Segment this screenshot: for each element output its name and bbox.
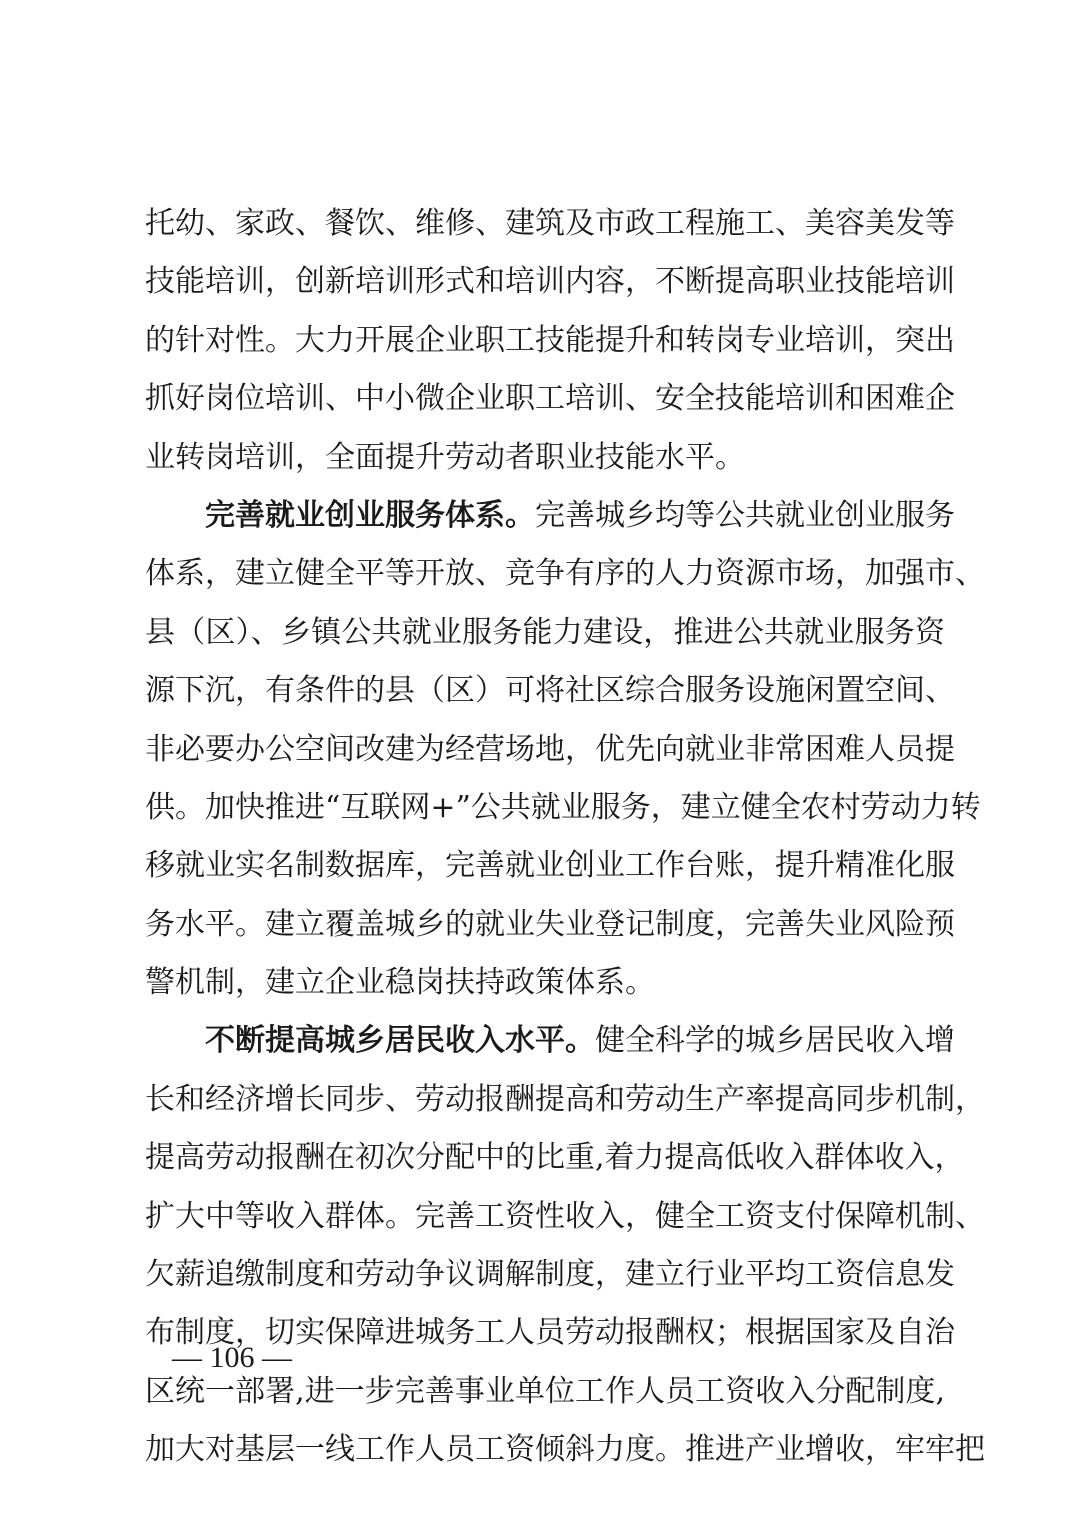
text-line: 源下沉，有条件的县（区）可将社区综合服务设施闲置空间、 bbox=[145, 673, 955, 709]
text-line: 警机制，建立企业稳岗扶持政策体系。 bbox=[145, 965, 655, 1001]
text-line: 托幼、家政、餐饮、维修、建筑及市政工程施工、美容美发等 bbox=[145, 206, 955, 241]
text-line: 长和经济增长同步、劳动报酬提高和劳动生产率提高同步机制， bbox=[145, 1081, 985, 1117]
body-text bbox=[145, 195, 985, 1480]
text-line: 县（区）、乡镇公共就业服务能力建设，推进公共就业服务资 bbox=[145, 614, 945, 650]
text-line: 布制度，切实保障进城务工人员劳动报酬权；根据国家及自治 bbox=[145, 1315, 955, 1351]
text-line: 提高劳动报酬在初次分配中的比重,着力提高低收入群体收入， bbox=[145, 1140, 965, 1176]
text-line: 加大对基层一线工作人员工资倾斜力度。推进产业增收，牢牢把 bbox=[145, 1432, 985, 1468]
text-line: 扩大中等收入群体。完善工资性收入，健全工资支付保障机制、 bbox=[145, 1198, 985, 1234]
text-line: 供。加快推进“互联网+”公共就业服务，建立健全农村劳动力转 bbox=[145, 789, 981, 825]
text-line bbox=[145, 487, 955, 545]
paragraph-skills-training bbox=[145, 195, 955, 487]
text-line: 移就业实名制数据库，完善就业创业工作台账，提升精准化服 bbox=[145, 848, 955, 884]
paragraph-employment-service bbox=[145, 487, 985, 1013]
paragraph-income-level bbox=[145, 1012, 985, 1479]
page-number: — 106 — bbox=[172, 1341, 292, 1374]
text-line bbox=[145, 1012, 955, 1070]
text-line: 区统一部署,进一步完善事业单位工作人员工资收入分配制度, bbox=[145, 1373, 945, 1409]
text-line: 抓好岗位培训、中小微企业职工培训、安全技能培训和困难企 bbox=[145, 381, 955, 417]
paragraph-heading: 完善就业创业服务体系。 bbox=[205, 497, 535, 533]
text-line: 技能培训，创新培训形式和培训内容，不断提高职业技能培训 bbox=[145, 264, 955, 300]
paragraph-heading: 不断提高城乡居民收入水平。 bbox=[205, 1023, 595, 1059]
text-line: 业转岗培训，全面提升劳动者职业技能水平。 bbox=[145, 439, 745, 475]
text-run: 健全科学的城乡居民收入增 bbox=[595, 1023, 955, 1059]
text-run: 完善城乡均等公共就业创业服务 bbox=[535, 497, 955, 533]
text-line: 体系，建立健全平等开放、竞争有序的人力资源市场，加强市、 bbox=[145, 556, 985, 592]
text-line: 的针对性。大力开展企业职工技能提升和转岗专业培训，突出 bbox=[145, 322, 955, 358]
text-line: 欠薪追缴制度和劳动争议调解制度，建立行业平均工资信息发 bbox=[145, 1257, 955, 1293]
text-line: 务水平。建立覆盖城乡的就业失业登记制度，完善失业风险预 bbox=[145, 906, 955, 942]
text-line: 非必要办公空间改建为经营场地，优先向就业非常困难人员提 bbox=[145, 731, 955, 767]
